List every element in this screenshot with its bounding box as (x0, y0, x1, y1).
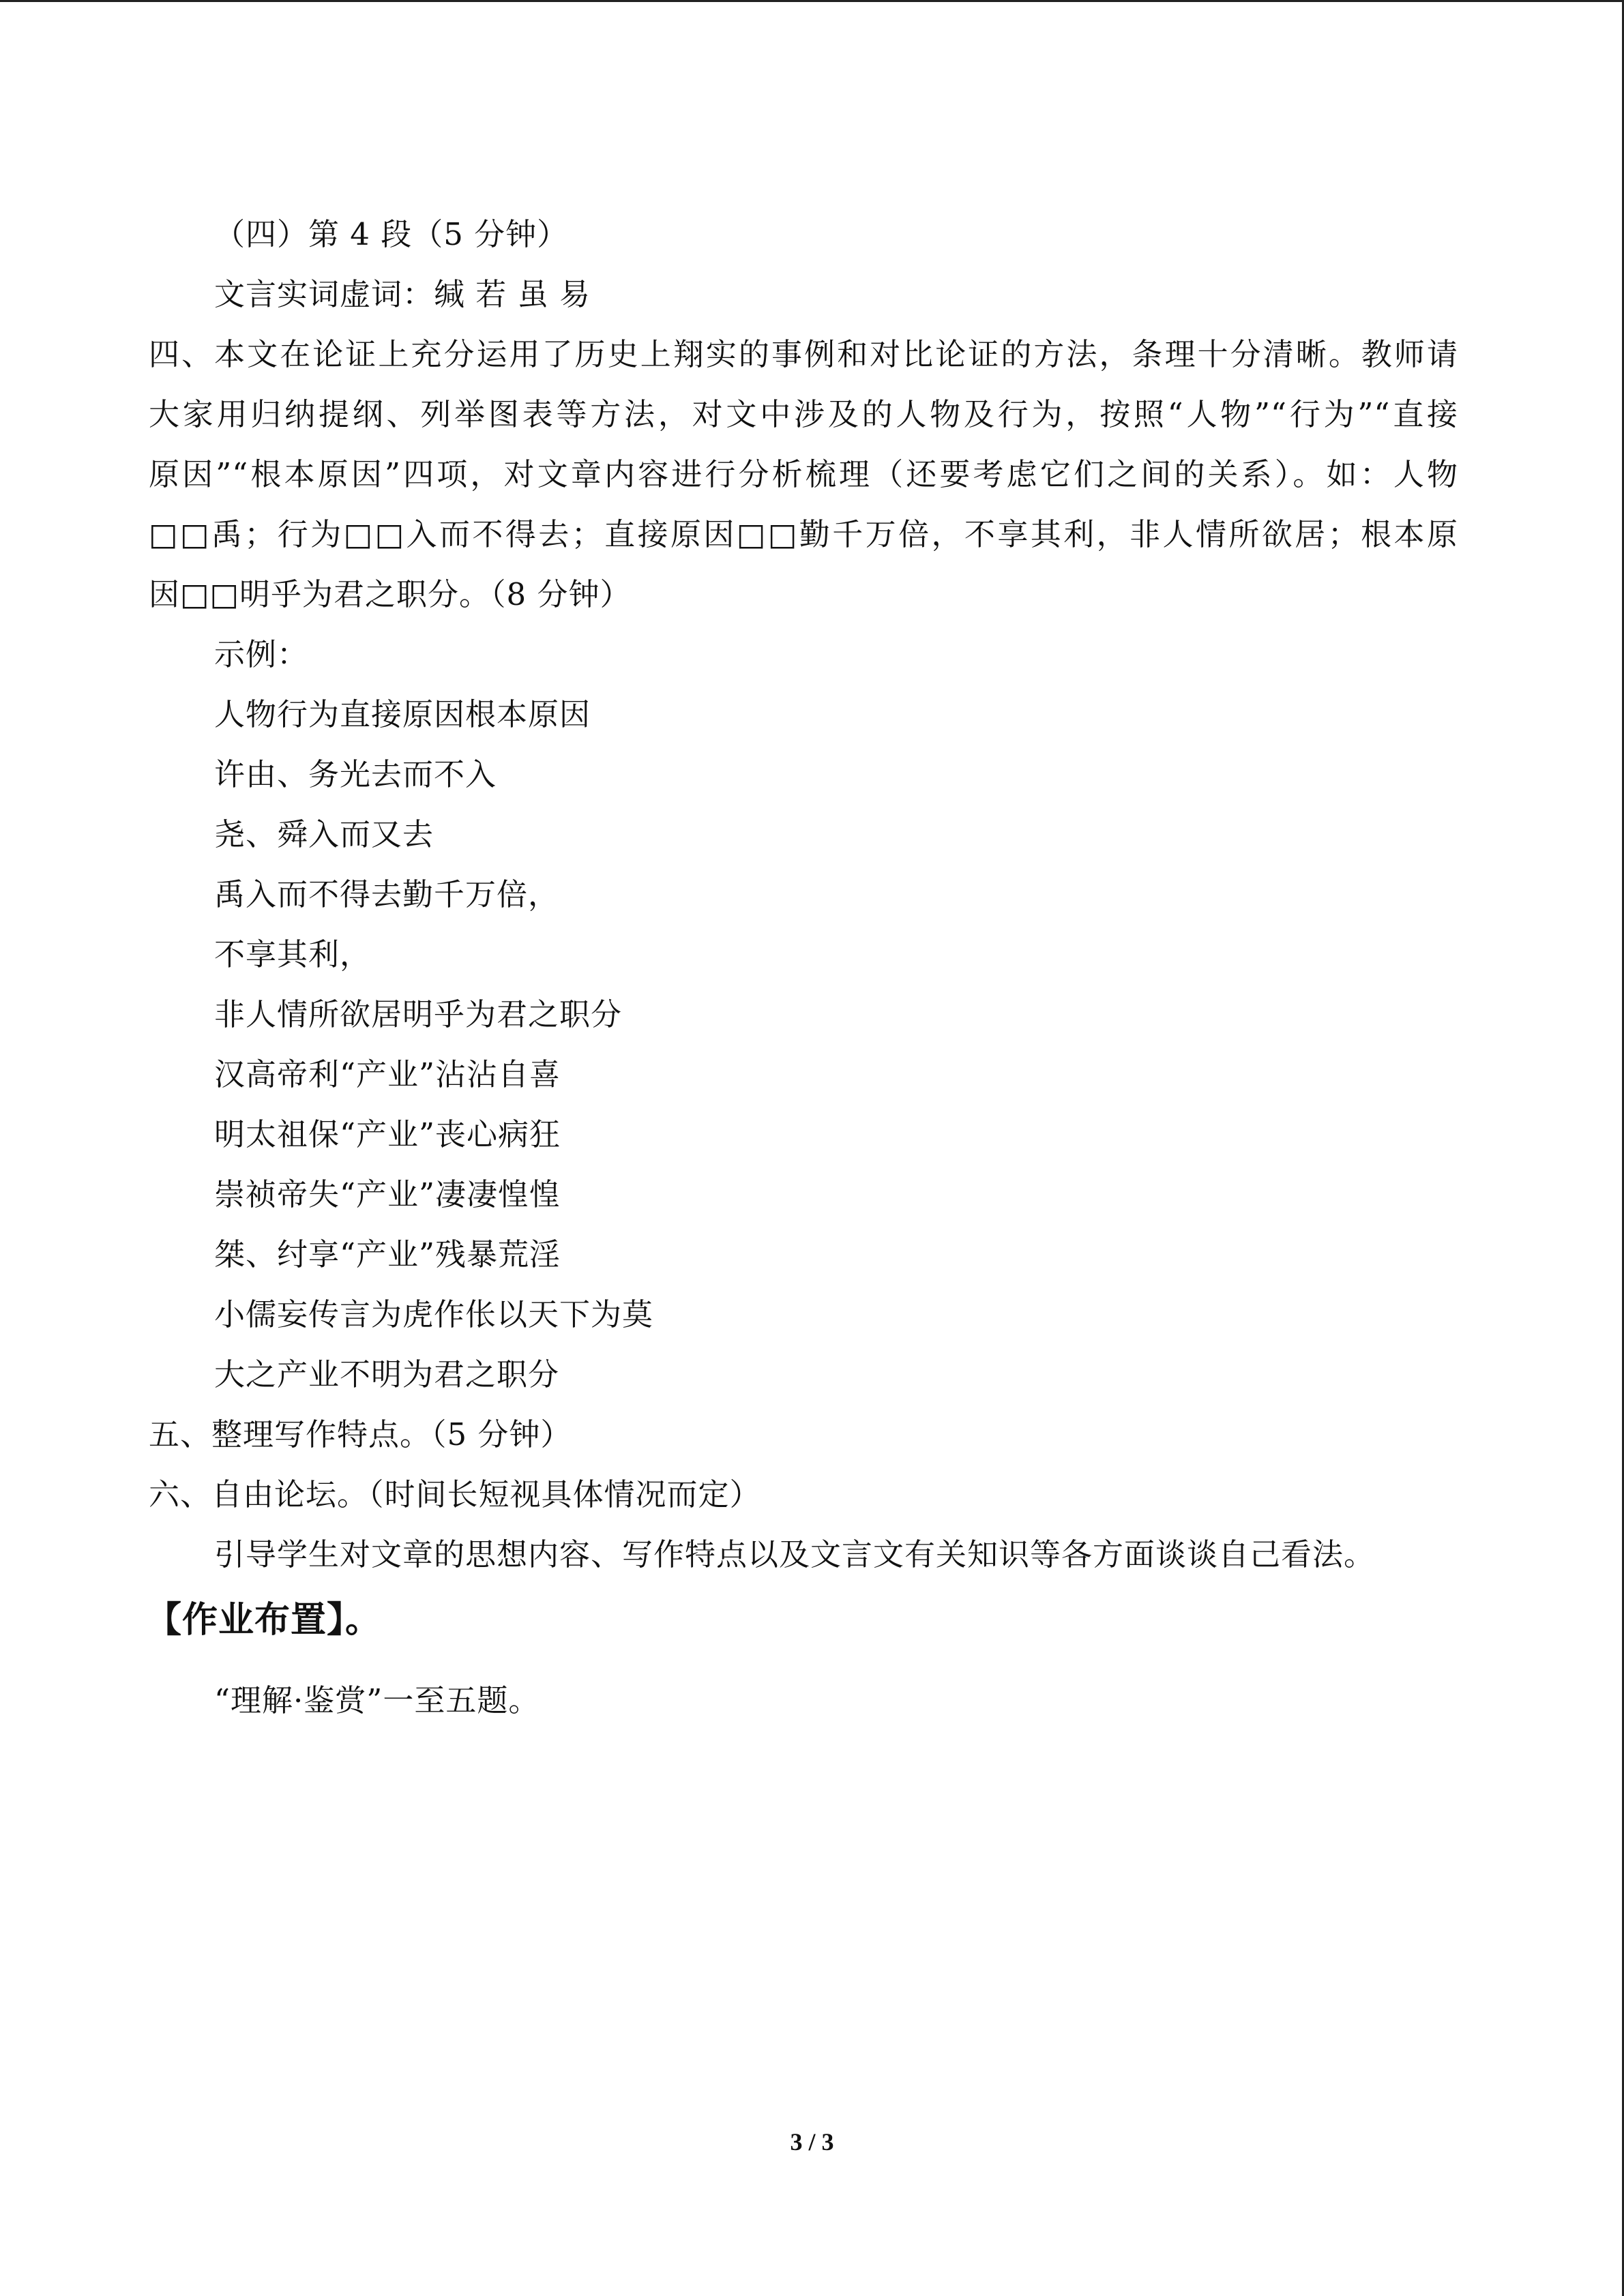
example-row: 汉高帝利“产业”沾沾自喜 (214, 1056, 561, 1092)
example-row: 人物行为直接原因根本原因 (214, 696, 591, 732)
page-number: 3 / 3 (790, 2128, 834, 2156)
homework-content: “理解·鉴赏”一至五题。 (214, 1682, 540, 1718)
example-row: 许由、务光去而不入 (214, 756, 497, 792)
task-4-line: 因□□明乎为君之职分。（8 分钟） (149, 576, 632, 612)
homework-heading: 【作业布置】。 (146, 1600, 382, 1641)
task-6-title: 六、自由论坛。（时间长短视具体情况而定） (149, 1476, 761, 1512)
example-row: 大之产业不明为君之职分 (214, 1356, 560, 1392)
task-6-body: 引导学生对文章的思想内容、写作特点以及文言文有关知识等各方面谈谈自己看法。 (214, 1536, 1376, 1572)
example-row: 非人情所欲居明乎为君之职分 (214, 996, 623, 1032)
section-heading-4: （四）第 4 段（5 分钟） (214, 216, 569, 252)
task-4-line: □□禹；行为□□入而不得去；直接原因□□勤千万倍，不享其利，非人情所欲居；根本原 (149, 516, 1458, 552)
task-5: 五、整理写作特点。（5 分钟） (149, 1416, 572, 1452)
example-list (149, 685, 1458, 1405)
task-4-paragraph (149, 325, 1458, 625)
example-row: 桀、纣享“产业”残暴荒淫 (214, 1236, 561, 1272)
document-body (146, 205, 1458, 1731)
task-4-line: 大家用归纳提纲、列举图表等方法，对文中涉及的人物及行为，按照“人物”“行为”“直接 (149, 396, 1458, 432)
example-row: 不享其利， (214, 936, 372, 972)
example-label: 示例： (214, 636, 309, 672)
example-row: 崇祯帝失“产业”凄凄惶惶 (214, 1176, 561, 1212)
task-4-line: 原因”“根本原因”四项，对文章内容进行分析梳理（还要考虑它们之间的关系）。如：人物 (149, 456, 1458, 492)
task-4-line: 四、本文在论证上充分运用了历史上翔实的事例和对比论证的方法，条理十分清晰。教师请 (149, 336, 1458, 372)
example-row: 禹入而不得去勤千万倍， (214, 876, 560, 912)
example-row: 小儒妄传言为虎作伥以天下为莫 (214, 1296, 654, 1332)
example-row: 尧、舜入而又去 (214, 816, 434, 852)
vocab-line: 文言实词虚词：缄 若 虽 易 (214, 276, 591, 312)
example-row: 明太祖保“产业”丧心病狂 (214, 1116, 561, 1152)
